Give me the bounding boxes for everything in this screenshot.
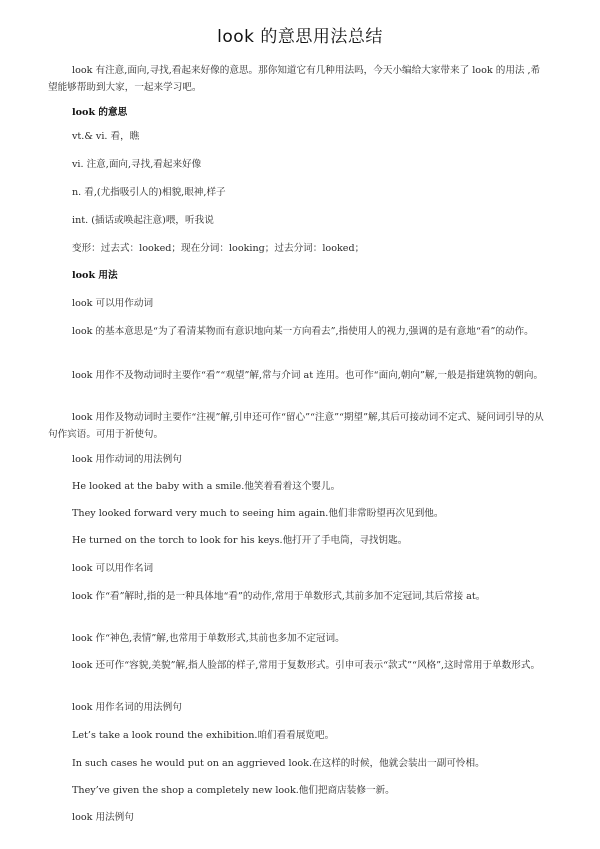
verb-examples-title: look 用作动词的用法例句 xyxy=(72,454,182,465)
usage-noun-paragraph: look 作“看”解时,指的是一种具体地“看”的动作,常用于单数形式,其前多加不定冠词,其后常接 at。 xyxy=(72,591,486,602)
meaning-item: int. (插话或唤起注意)喂，听我说 xyxy=(72,215,214,226)
verb-example: He looked at the baby with a smile.他笑着看着这个婴儿。 xyxy=(72,481,341,492)
usage-verb-paragraph: look 的基本意思是“为了看清某物而有意识地向某一方向看去”,指使用人的视力,强调的是有意地“看”的动作。 xyxy=(72,326,534,337)
usage-noun-paragraph: look 作“神色,表情”解,也常用于单数形式,其前也多加不定冠词。 xyxy=(72,633,345,644)
noun-example: They’ve given the shop a completely new look.他们把商店装修一新。 xyxy=(72,785,395,796)
meaning-item: n. 看,(尤指吸引人的)相貌,眼神,样子 xyxy=(72,187,226,198)
final-heading: look 用法例句 xyxy=(72,812,134,823)
meaning-item: vt.& vi. 看，瞧 xyxy=(72,131,140,142)
noun-example: In such cases he would put on an aggrieved look.在这样的时候，他就会装出一副可怜相。 xyxy=(72,758,485,769)
usage-noun-paragraph: look 还可作“容貌,美貌”解,指人脸部的样子,常用于复数形式。引申可表示“款式”“风格”,这时常用于单数形式。 xyxy=(72,660,541,671)
usage-verb-paragraph: look 用作不及物动词时主要作“看”“观望”解,常与介词 at 连用。也可作“面向,朝向”解,一般是指建筑物的朝向。 xyxy=(72,370,544,381)
usage-noun-title: look 可以用作名词 xyxy=(72,563,154,574)
noun-examples-title: look 用作名词的用法例句 xyxy=(72,702,182,713)
page-title: look 的意思用法总结 xyxy=(217,27,383,47)
usage-verb-paragraph: look 用作及物动词时主要作“注视”解,引申还可作“留心”“注意”“期望”解,其后可接动词不定式、疑问词引导的从句作宾语。可用于祈使句。 xyxy=(48,412,544,440)
meaning-forms: 变形：过去式：looked；现在分词：looking；过去分词：looked； xyxy=(72,243,365,254)
meaning-heading: look 的意思 xyxy=(72,107,128,118)
usage-heading: look 用法 xyxy=(72,270,118,281)
verb-example: He turned on the torch to look for his keys.他打开了手电筒，寻找钥匙。 xyxy=(72,535,408,546)
usage-verb-title: look 可以用作动词 xyxy=(72,298,154,309)
verb-example: They looked forward very much to seeing him again.他们非常盼望再次见到他。 xyxy=(72,508,444,519)
intro-paragraph: look 有注意,面向,寻找,看起来好像的意思。那你知道它有几种用法吗，今天小编给大家带来了 look 的用法 ,希望能够帮助到大家，一起来学习吧。 xyxy=(48,65,541,93)
noun-example: Let’s take a look round the exhibition.咱们看看展览吧。 xyxy=(72,730,335,741)
meaning-item: vi. 注意,面向,寻找,看起来好像 xyxy=(72,159,202,170)
